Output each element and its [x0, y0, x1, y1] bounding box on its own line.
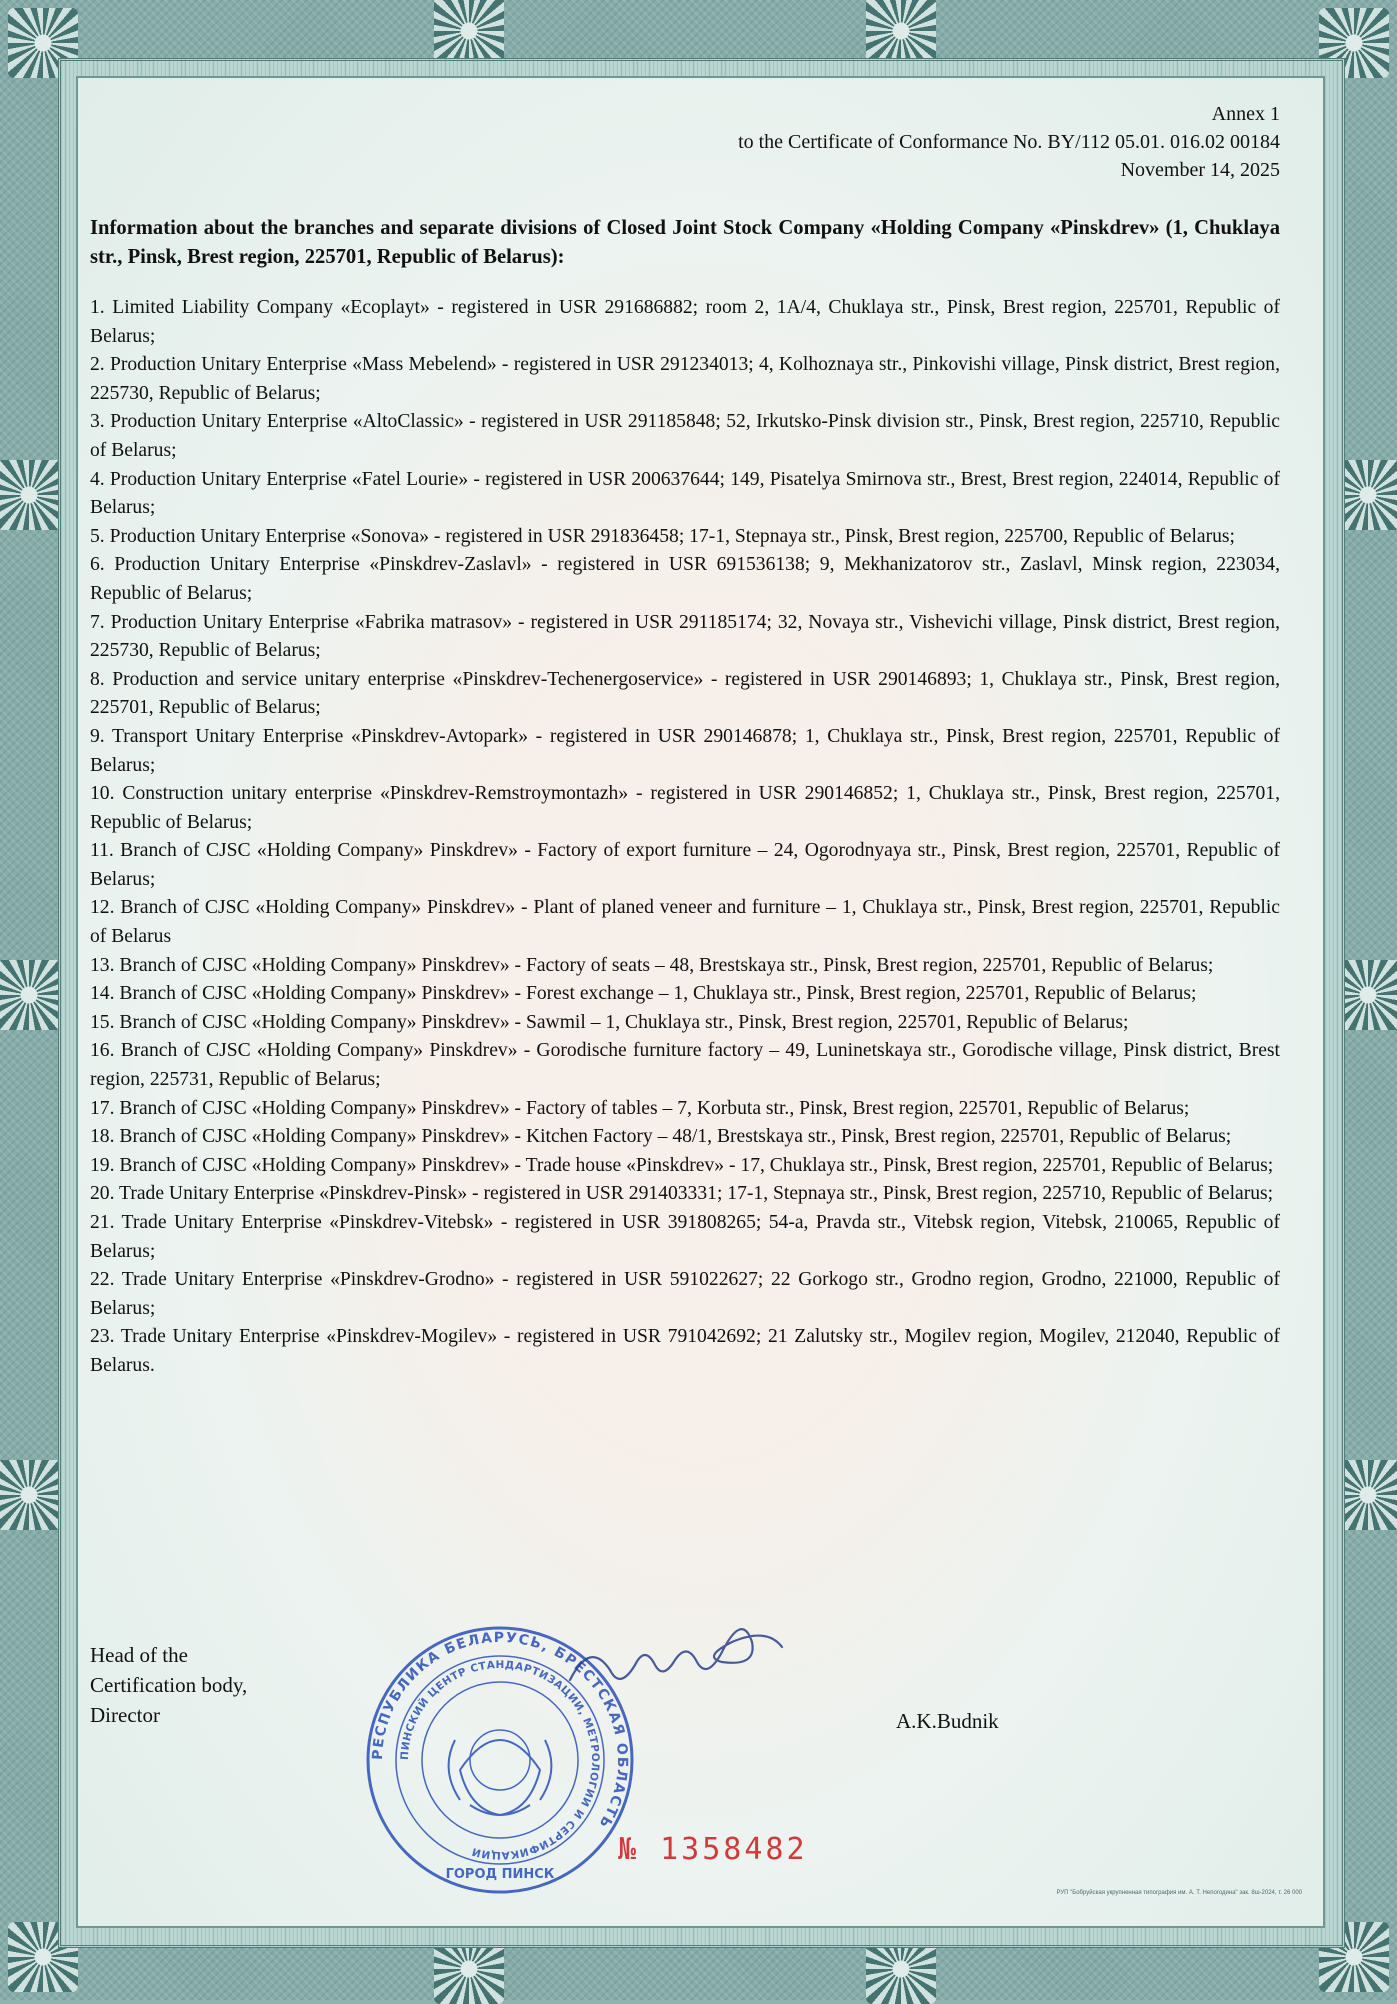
signature-icon — [560, 1620, 820, 1710]
corner-ornament-icon — [866, 0, 936, 66]
list-item: 23. Trade Unitary Enterprise «Pinskdrev-Mogilev» - registered in USR 791042692; 21 Zalutsky str., Mogilev region, Mogilev, 212040, Republic of Belarus. — [90, 1326, 1280, 1376]
list-item: 17. Branch of CJSC «Holding Company» Pinskdrev» - Factory of tables – 7, Korbuta str., Pinsk, Brest region, 225701, Republic of Belarus; — [90, 1097, 1190, 1119]
list-item: 19. Branch of CJSC «Holding Company» Pinskdrev» - Trade house «Pinskdrev» - 17, Chuklaya str., Pinsk, Brest region, 225701, Republic of Belarus; — [90, 1154, 1274, 1176]
document-body — [90, 100, 1280, 1381]
signer-name: A.K.Budnik — [896, 1709, 999, 1733]
printer-imprint: РУП "Бобруйская укрупненная типография им. А. Т. Непогодина" зак. 8ш-2024, т. 26 000 — [1056, 1890, 1302, 1896]
list-item: 4. Production Unitary Enterprise «Fatel Lourie» - registered in USR 200637644; 149, Pisatelya Smirnova str., Brest, Brest region, 224014, Republic of Belarus; — [90, 468, 1280, 519]
side-ornament-icon — [0, 960, 64, 1030]
list-item: 2. Production Unitary Enterprise «Mass Mebelend» - registered in USR 291234013; 4, Kolhoznaya str., Pinkovishi village, Pinsk district, Brest region, 225730, Republic of Belarus; — [90, 354, 1280, 404]
seal-outer-text: РЕСПУБЛИКА БЕЛАРУСЬ, БРЕСТСКАЯ ОБЛАСТЬ — [369, 1629, 631, 1832]
list-item: 18. Branch of CJSC «Holding Company» Pinskdrev» - Kitchen Factory – 48/1, Brestskaya str., Pinsk, Brest region, 225701, Republic of Belarus; — [90, 1126, 1232, 1148]
certificate-reference: to the Certificate of Conformance No. BY/112 05.01. 016.02 00184 — [738, 131, 1280, 153]
list-item: 6. Production Unitary Enterprise «Pinskdrev-Zaslavl» - registered in USR 691536138; 9, Mekhanizatorov str., Zaslavl, Minsk region, 223034, Republic of Belarus; — [90, 554, 1280, 604]
list-item: 5. Production Unitary Enterprise «Sonova» - registered in USR 291836458; 17-1, Stepnaya str., Pinsk, Brest region, 225700, Republic of Belarus; — [90, 525, 1235, 547]
annex-header — [90, 100, 1280, 184]
seal-inner-text: ПИНСКИЙ ЦЕНТР СТАНДАРТИЗАЦИИ, МЕТРОЛОГИИ И СЕРТИФИКАЦИИ — [398, 1658, 602, 1862]
corner-ornament-icon — [434, 0, 504, 66]
list-item: 1. Limited Liability Company «Ecoplayt» - registered in USR 291686882; room 2, 1A/4, Chuklaya str., Pinsk, Brest region, 225701, Republic of Belarus; — [90, 297, 1280, 347]
list-item: 8. Production and service unitary enterprise «Pinskdrev-Techenergoservice» - registered in USR 290146893; 1, Chuklaya str., Pinsk, Brest region, 225701, Republic of Belarus; — [90, 668, 1280, 719]
document-heading: Information about the branches and separate divisions of Closed Joint Stock Company «Holding Company «Pinskdrev» (1, Chuklaya str., Pinsk, Brest region, 225701, Republic of Belarus): — [90, 217, 1280, 268]
signatory-title — [90, 1640, 247, 1730]
list-item: 11. Branch of CJSC «Holding Company» Pinskdrev» - Factory of export furniture – 24, Ogorodnyaya str., Pinsk, Brest region, 225701, Republic of Belarus; — [90, 840, 1280, 890]
list-item: 15. Branch of CJSC «Holding Company» Pinskdrev» - Sawmil – 1, Chuklaya str., Pinsk, Brest region, 225701, Republic of Belarus; — [90, 1011, 1129, 1033]
list-item: 21. Trade Unitary Enterprise «Pinskdrev-Vitebsk» - registered in USR 391808265; 54-a, Pravda str., Vitebsk region, Vitebsk, 210065, Republic of Belarus; — [90, 1212, 1280, 1262]
signatory-title-line: Certification body, — [90, 1673, 248, 1697]
side-ornament-icon — [0, 1460, 64, 1530]
list-item: 3. Production Unitary Enterprise «AltoClassic» - registered in USR 291185848; 52, Irkutsko-Pinsk division str., Pinsk, Brest region, 225710, Republic of Belarus; — [90, 411, 1280, 461]
list-item: 9. Transport Unitary Enterprise «Pinskdrev-Avtopark» - registered in USR 290146878; 1, Chuklaya str., Pinsk, Brest region, 225701, Republic of Belarus; — [90, 725, 1280, 776]
signatory-title-line: Director — [90, 1703, 160, 1727]
annex-date: November 14, 2025 — [1120, 159, 1280, 181]
list-item: 7. Production Unitary Enterprise «Fabrika matrasov» - registered in USR 291185174; 32, Novaya str., Vishevichi village, Pinsk district, Brest region, 225730, Republic of Belarus; — [90, 611, 1280, 662]
branch-list — [90, 294, 1280, 1381]
list-item: 16. Branch of CJSC «Holding Company» Pinskdrev» - Gorodische furniture factory – 49, Luninetskaya str., Gorodische village, Pinsk district, Brest region, 225731, Republic of Belarus; — [90, 1040, 1280, 1091]
serial-number: № 1358482 — [618, 1832, 808, 1867]
list-item: 13. Branch of CJSC «Holding Company» Pinskdrev» - Factory of seats – 48, Brestskaya str., Pinsk, Brest region, 225701, Republic of Belarus; — [90, 954, 1214, 976]
list-item: 22. Trade Unitary Enterprise «Pinskdrev-Grodno» - registered in USR 591022627; 22 Gorkogo str., Grodno region, Grodno, 221000, Republic of Belarus; — [90, 1269, 1280, 1319]
seal-city-text: ГОРОД ПИНСК — [445, 1867, 555, 1882]
list-item: 10. Construction unitary enterprise «Pinskdrev-Remstroymontazh» - registered in USR 290146852; 1, Chuklaya str., Pinsk, Brest region, 225701, Republic of Belarus; — [90, 783, 1280, 833]
annex-number: Annex 1 — [1211, 103, 1280, 125]
list-item: 12. Branch of CJSC «Holding Company» Pinskdrev» - Plant of planed veneer and furniture – 1, Chuklaya str., Pinsk, Brest region, 225701, Republic of Belarus — [90, 897, 1280, 948]
side-ornament-icon — [0, 460, 64, 530]
signatory-title-line: Head of the — [90, 1643, 188, 1667]
list-item: 20. Trade Unitary Enterprise «Pinskdrev-Pinsk» - registered in USR 291403331; 17-1, Stepnaya str., Pinsk, Brest region, 225710, Republic of Belarus; — [90, 1183, 1274, 1205]
list-item: 14. Branch of CJSC «Holding Company» Pinskdrev» - Forest exchange – 1, Chuklaya str., Pinsk, Brest region, 225701, Republic of Belarus; — [90, 983, 1197, 1005]
